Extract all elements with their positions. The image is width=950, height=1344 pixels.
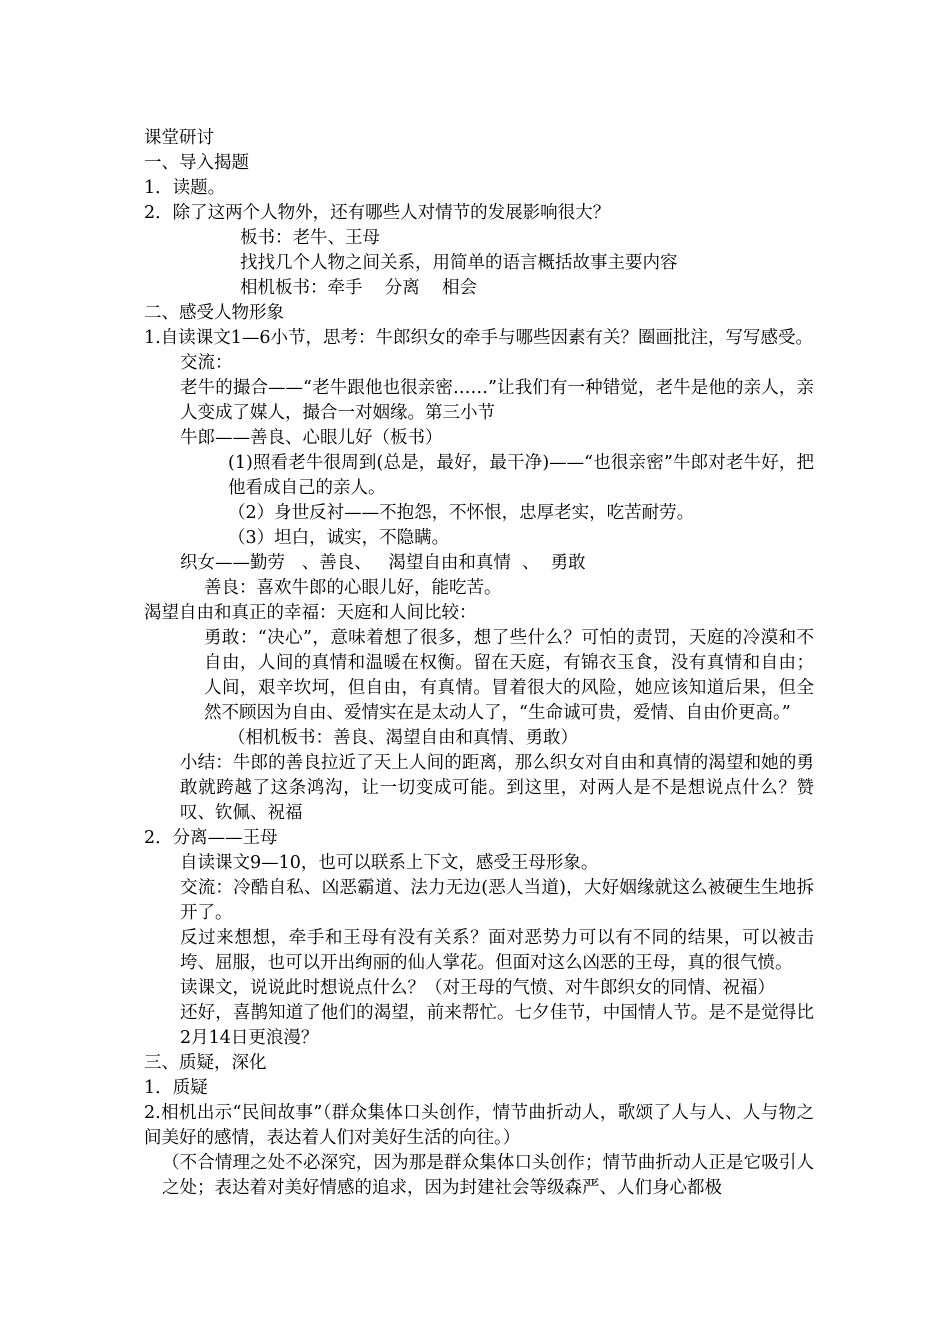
paragraph: 勇敢：“决心”，意味着想了很多，想了些什么？可怕的责罚，天庭的冷漠和不自由，人间的真情和温暖在权衡。留在天庭，有锦衣玉食，没有真情和自由；人间，艰辛坎坷，但自由，有真情。冒着很大的风险，她应该知道后果，但全然不顾因为自由、爱情实在是太动人了，“生命诚可贵，爱情、自由价更高。” xyxy=(204,628,814,723)
paragraph: （不合情理之处不必深究，因为那是群众集体口头创作；情节曲折动人正是它吸引人之处；表达着对美好情感的追求，因为封建社会等级森严、人们身心都极 xyxy=(162,1153,814,1198)
paragraph: 2．除了这两个人物外，还有哪些人对情节的发展影响很大？ xyxy=(144,203,611,223)
paragraph: 读课文，说说此时想说点什么？（对王母的气愤、对牛郎织女的同情、祝福） xyxy=(180,978,775,998)
paragraph: 1．读题。 xyxy=(144,178,226,198)
paragraph: 交流：冷酷自私、凶恶霸道、法力无边(恶人当道)，大好姻缘就这么被硬生生地拆开了。 xyxy=(180,878,814,923)
paragraph: （3）坦白，诚实，不隐瞒。 xyxy=(228,528,450,548)
section-heading: 三、质疑，深化 xyxy=(144,1053,267,1073)
paragraph: 反过来想想，牵手和王母有没有关系？面对恶势力可以有不同的结果，可以被击垮、屈服，也可以开出绚丽的仙人掌花。但面对这么凶恶的王母，真的很气愤。 xyxy=(180,928,814,973)
board-note: 板书：老牛、王母 xyxy=(240,228,380,248)
paragraph: （2）身世反衬——不抱怨，不怀恨，忠厚老实，吃苦耐劳。 xyxy=(228,503,695,523)
paragraph: 织女——勤劳 、善良、 渴望自由和真情 、 勇敢 xyxy=(180,553,586,573)
section-heading: 一、导入揭题 xyxy=(144,153,249,173)
paragraph: 2.相机出示“民间故事”（群众集体口头创作，情节曲折动人，歌颂了人与人、人与物之间美好的感情，表达着人们对美好生活的向往。） xyxy=(144,1103,814,1148)
board-note: 相机板书：牵手 分离 相会 xyxy=(240,278,478,298)
document-body xyxy=(144,126,814,1201)
paragraph: 自读课文9—10，也可以联系上下文，感受王母形象。 xyxy=(180,853,599,873)
paragraph: 渴望自由和真正的幸福：天庭和人间比较： xyxy=(144,603,477,623)
paragraph: 善良：喜欢牛郎的心眼儿好，能吃苦。 xyxy=(204,578,502,598)
paragraph: 1．质疑 xyxy=(144,1078,208,1098)
section-heading: 课堂研讨 xyxy=(144,128,214,148)
paragraph: 老牛的撮合——“老牛跟他也很亲密……”让我们有一种错觉，老牛是他的亲人，亲人变成了媒人，撮合一对姻缘。第三小节 xyxy=(180,378,814,423)
paragraph: 交流： xyxy=(180,353,233,373)
section-heading: 二、感受人物形象 xyxy=(144,303,284,323)
board-note: 找找几个人物之间关系，用简单的语言概括故事主要内容 xyxy=(240,253,678,273)
section-heading: 2．分离——王母 xyxy=(144,828,278,848)
board-note: （相机板书：善良、渴望自由和真情、勇敢） xyxy=(228,728,578,748)
paragraph: 还好，喜鹊知道了他们的渴望，前来帮忙。七夕佳节，中国情人节。是不是觉得比2月14日更浪漫？ xyxy=(180,1003,814,1048)
paragraph: (1)照看老牛很周到(总是，最好，最干净)——“也很亲密”牛郎对老牛好，把他看成自己的亲人。 xyxy=(228,453,814,498)
paragraph: 小结：牛郎的善良拉近了天上人间的距离，那么织女对自由和真情的渴望和她的勇敢就跨越了这条鸿沟，让一切变成可能。到这里，对两人是不是想说点什么？赞叹、钦佩、祝福 xyxy=(180,753,814,823)
paragraph: 牛郎——善良、心眼儿好（板书） xyxy=(180,428,443,448)
paragraph: 1.自读课文1—6小节，思考：牛郎织女的牵手与哪些因素有关？圈画批注，写写感受。 xyxy=(144,328,813,348)
